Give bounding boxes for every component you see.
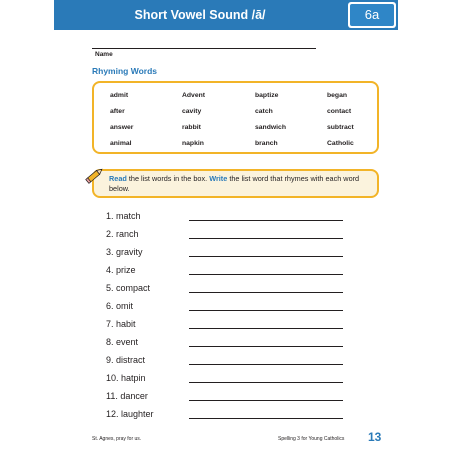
name-line <box>92 48 316 49</box>
word-item: began <box>327 92 348 99</box>
answer-line[interactable] <box>189 310 343 311</box>
answer-line[interactable] <box>189 400 343 401</box>
exercise-word: 8. event <box>106 337 139 347</box>
exercise-word: 9. distract <box>106 355 146 365</box>
section-title: Rhyming Words <box>92 66 158 76</box>
answer-line[interactable] <box>189 256 343 257</box>
answer-line[interactable] <box>189 292 343 293</box>
exercise-word: 7. habit <box>106 319 136 329</box>
word-item: Catholic <box>327 140 354 147</box>
exercise-word: 12. laughter <box>106 409 154 419</box>
exercise-word: 6. omit <box>106 301 134 311</box>
instruction-text <box>109 174 365 193</box>
word-item: after <box>110 108 125 115</box>
word-item: subtract <box>327 124 354 131</box>
word-item: catch <box>255 108 273 115</box>
read-keyword: Read <box>109 174 127 183</box>
word-item: napkin <box>182 140 204 147</box>
lesson-badge <box>348 2 396 28</box>
instruction-part: the list words in the box. <box>126 174 210 183</box>
answer-line[interactable] <box>189 274 343 275</box>
instruction-part: the list word that rhymes with each word below. <box>109 174 360 193</box>
word-item: admit <box>110 92 129 99</box>
write-keyword: Write <box>209 174 228 183</box>
lesson-number: 6a <box>350 4 394 26</box>
word-item: cavity <box>182 108 202 115</box>
answer-line[interactable] <box>189 418 343 419</box>
answer-line[interactable] <box>189 238 343 239</box>
answer-line[interactable] <box>189 346 343 347</box>
answer-line[interactable] <box>189 220 343 221</box>
page-title: Short Vowel Sound /ā/ <box>134 8 266 22</box>
word-item: rabbit <box>182 124 201 131</box>
word-item: contact <box>327 108 352 115</box>
exercise-word: 3. gravity <box>106 247 143 257</box>
exercise-word: 5. compact <box>106 283 151 293</box>
word-item: branch <box>255 140 278 147</box>
exercise-word: 4. prize <box>106 265 136 275</box>
answer-line[interactable] <box>189 382 343 383</box>
exercise-word: 11. dancer <box>106 391 148 401</box>
word-item: sandwich <box>255 124 286 131</box>
word-item: answer <box>110 124 134 131</box>
word-item: animal <box>110 140 132 147</box>
exercise-word: 10. hatpin <box>106 373 146 383</box>
exercise-word: 2. ranch <box>106 229 139 239</box>
page-number: 13 <box>368 430 382 444</box>
answer-line[interactable] <box>189 364 343 365</box>
answer-line[interactable] <box>189 328 343 329</box>
exercise-word: 1. match <box>106 211 141 221</box>
word-item: Advent <box>182 92 206 99</box>
footer-prayer: St. Agnes, pray for us. <box>92 436 142 442</box>
word-item: baptize <box>255 92 279 99</box>
footer-book-title: Spelling 3 for Young Catholics <box>278 436 345 442</box>
name-label: Name <box>95 51 113 58</box>
pencil-icon <box>84 164 106 186</box>
